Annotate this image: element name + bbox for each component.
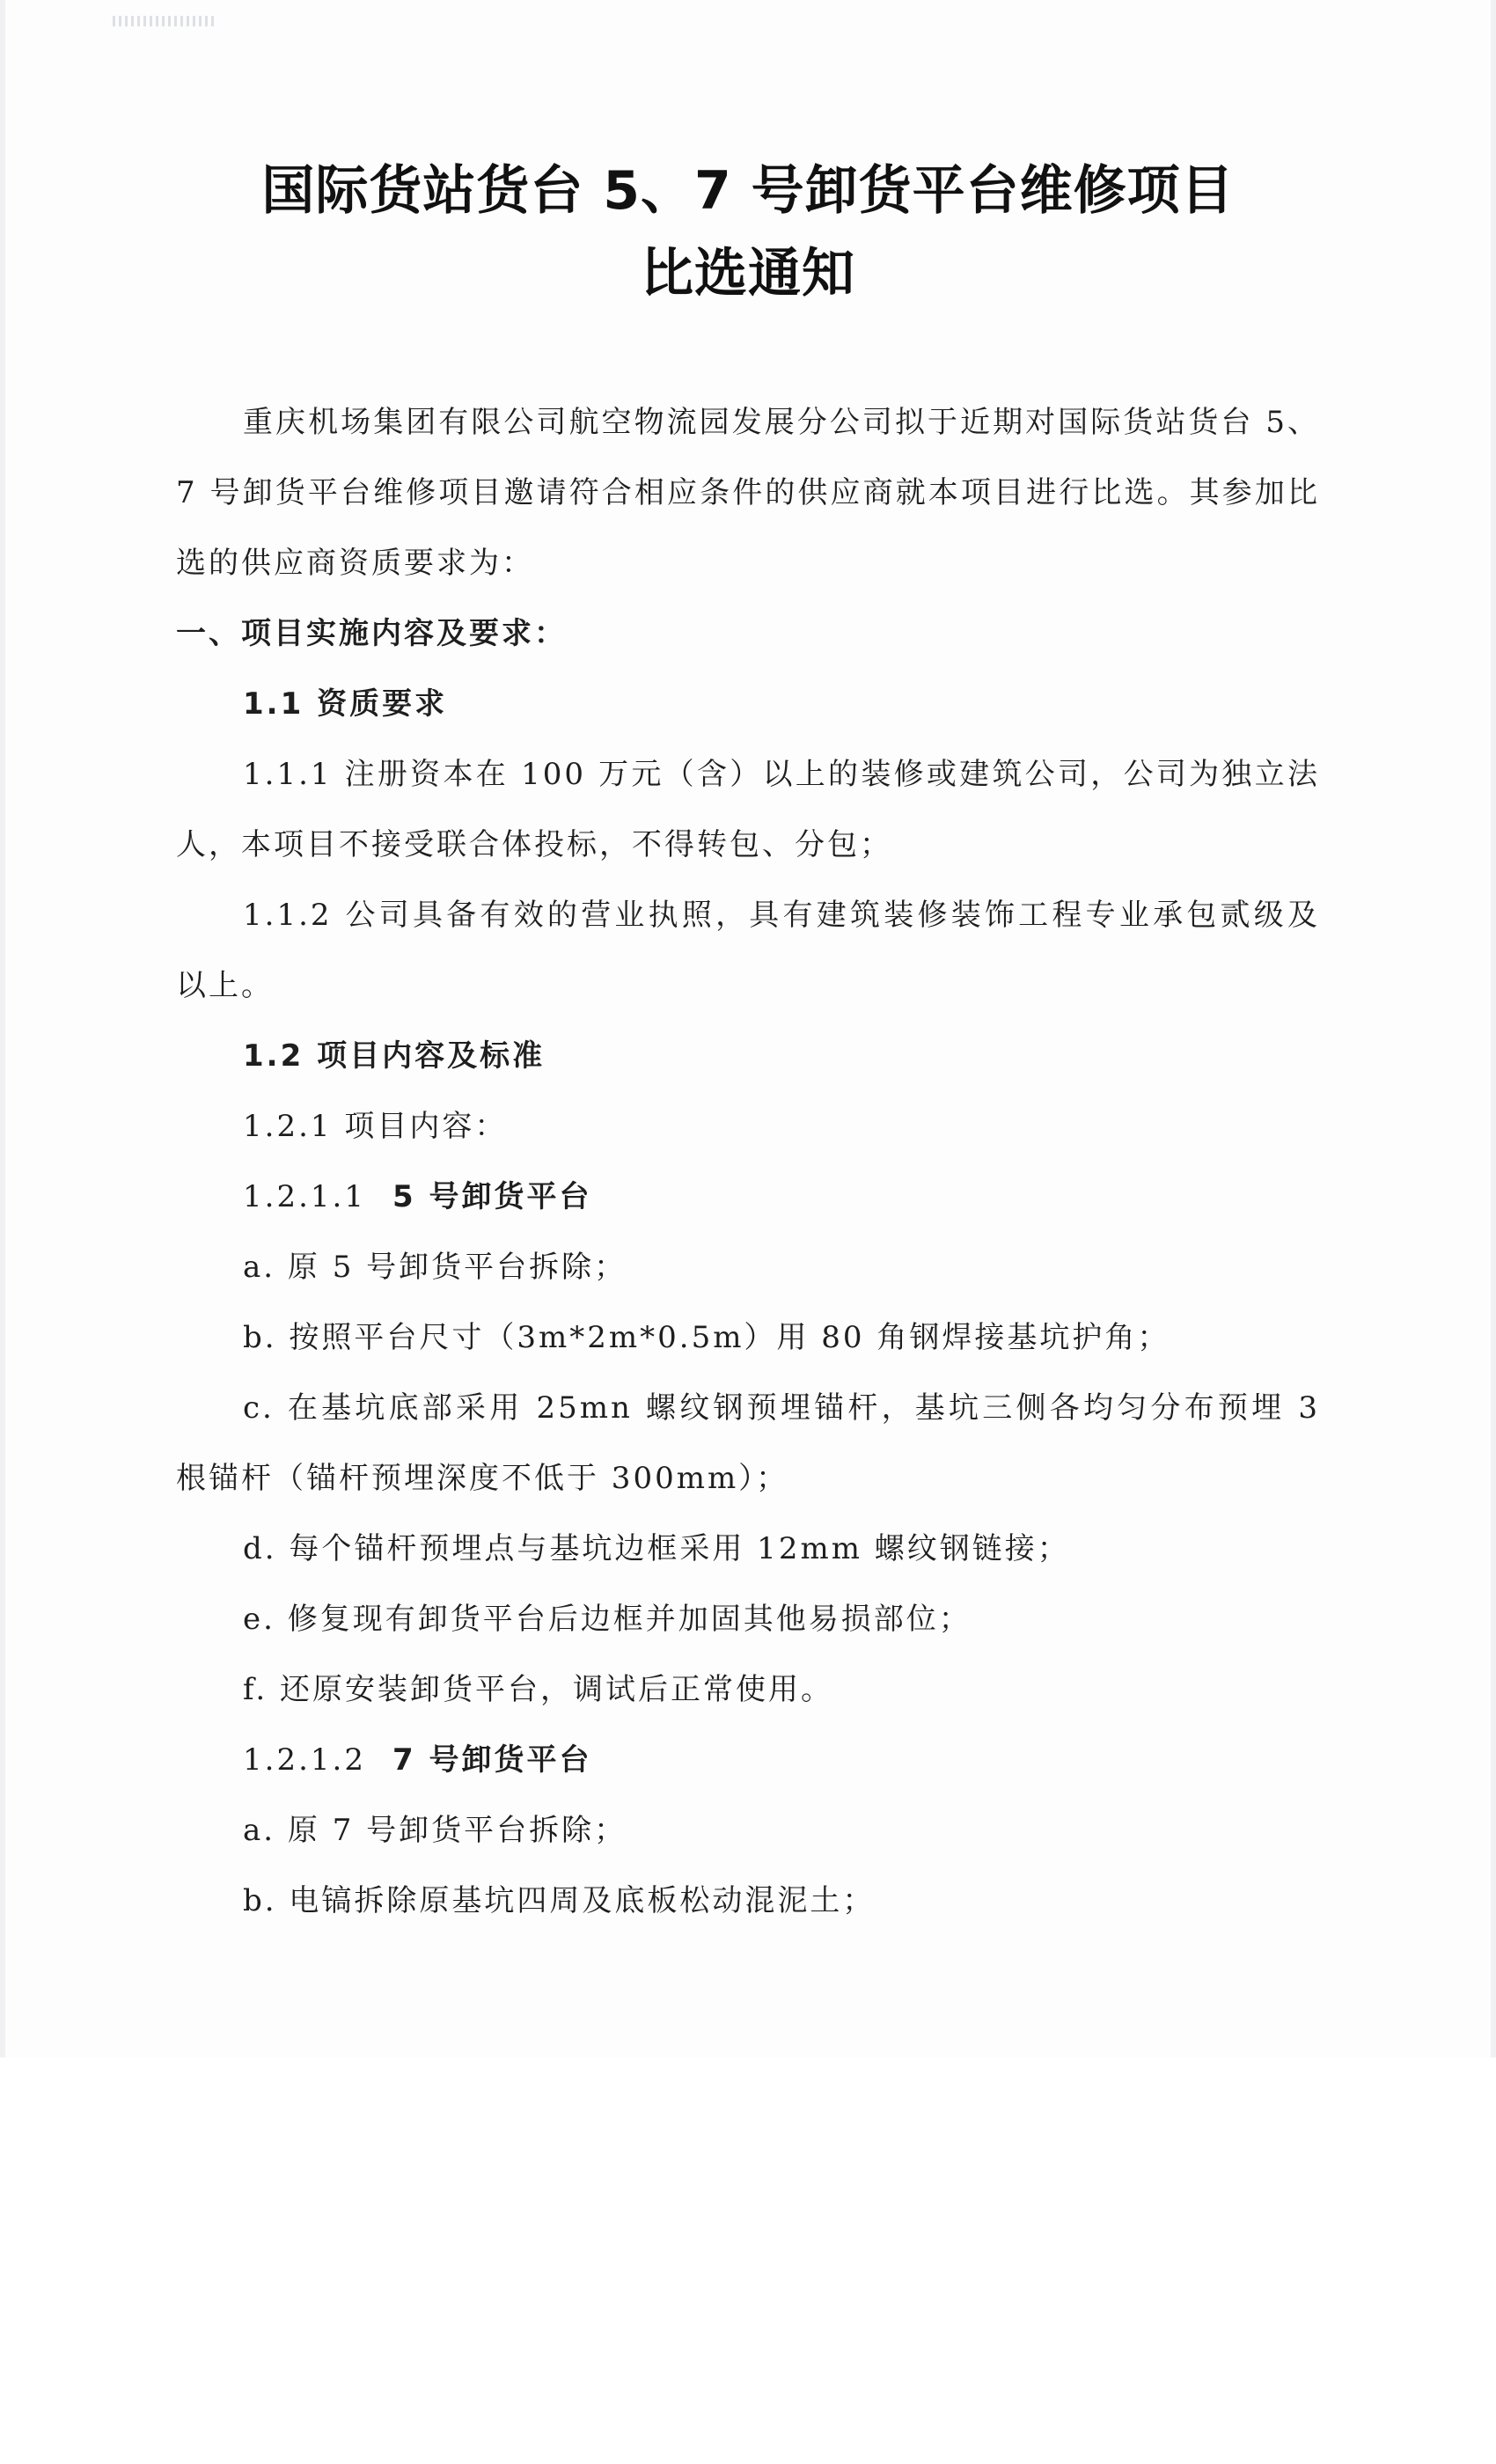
blank-area-below-page [0, 2057, 1496, 2464]
title-line-2: 比选通知 [641, 243, 855, 304]
intro-paragraph: 重庆机场集团有限公司航空物流园发展分公司拟于近期对国际货站货台 5、7 号卸货平台维修项目邀请符合相应条件的供应商就本项目进行比选。其参加比选的供应商资质要求为： [176, 405, 1320, 581]
platform-5-heading [176, 1162, 1320, 1232]
platform-7-title: 7 号卸货平台 [392, 1742, 592, 1778]
item-1-1-1: 1.1.1 注册资本在 100 万元（含）以上的装修或建筑公司，公司为独立法人，本项目不接受联合体投标，不得转包、分包； [176, 757, 1320, 862]
section-1-1-heading: 1.1 资质要求 [243, 686, 448, 722]
platform-7-number: 1.2.1.2 [243, 1742, 366, 1778]
platform-5-item-d: d. 每个锚杆预埋点与基坑边框采用 12mm 螺纹钢链接； [243, 1531, 1070, 1566]
item-1-1-2: 1.1.2 公司具备有效的营业执照，具有建筑装修装饰工程专业承包贰级及以上。 [176, 898, 1320, 1003]
platform-5-item-b: b. 按照平台尺寸（3m*2m*0.5m）用 80 角钢焊接基坑护角； [243, 1320, 1170, 1355]
document-body [176, 387, 1320, 1936]
document-title [0, 150, 1496, 315]
platform-5-item-e: e. 修复现有卸货平台后边框并加固其他易损部位； [243, 1602, 972, 1637]
platform-7-item-a: a. 原 7 号卸货平台拆除； [243, 1813, 627, 1848]
item-1-2-1: 1.2.1 项目内容： [243, 1109, 508, 1144]
platform-5-title: 5 号卸货平台 [392, 1179, 592, 1214]
platform-5-item-a: a. 原 5 号卸货平台拆除； [243, 1250, 627, 1285]
platform-5-item-f: f. 还原安装卸货平台，调试后正常使用。 [243, 1672, 833, 1707]
platform-5-item-c: c. 在基坑底部采用 25mn 螺纹钢预埋锚杆，基坑三侧各均匀分布预埋 3 根锚杆（锚杆预埋深度不低于 300mm）； [176, 1390, 1320, 1496]
scan-artifact-mark [113, 16, 214, 26]
title-line-1: 国际货站货台 5、7 号卸货平台维修项目 [261, 160, 1235, 222]
section-1-2-heading: 1.2 项目内容及标准 [243, 1038, 546, 1074]
platform-7-heading [176, 1725, 1320, 1795]
section-1-heading: 一、项目实施内容及要求： [176, 616, 567, 651]
platform-5-number: 1.2.1.1 [243, 1179, 366, 1214]
platform-7-item-b: b. 电镐拆除原基坑四周及底板松动混泥土； [243, 1883, 876, 1918]
